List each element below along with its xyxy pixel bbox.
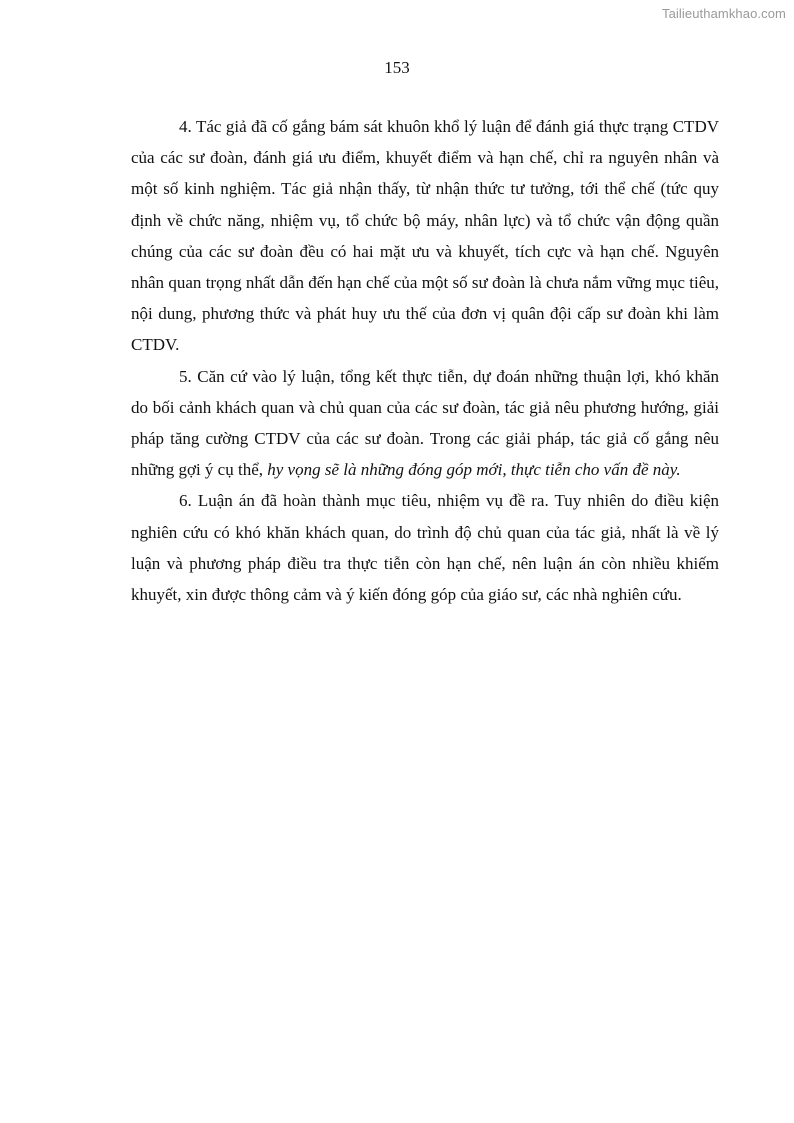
paragraph-5 bbox=[131, 361, 719, 486]
paragraph-6-text: 6. Luận án đã hoàn thành mục tiêu, nhiệm vụ đề ra. Tuy nhiên do điều kiện nghiên cứu có khó khăn khách quan, do trình độ chủ quan của tác giả, nhất là về lý luận và phương pháp điều tra thực tiễn còn hạn chế, nên luận án còn nhiều khiếm khuyết, xin được thông cảm và ý kiến đóng góp của giáo sư, các nhà nghiên cứu. bbox=[131, 491, 719, 605]
paragraph-4-text: 4. Tác giả đã cố gắng bám sát khuôn khổ lý luận để đánh giá thực trạng CTDV của các sư đoàn, đánh giá ưu điểm, khuyết điểm và hạn chế, chỉ ra nguyên nhân và một số kinh nghiệm. Tác giả nhận thấy, từ nhận thức tư tưởng, tới thể chế (tức quy định về chức năng, nhiệm vụ, tổ chức bộ máy, nhân lực) và tổ chức vận động quần chúng của các sư đoàn đều có hai mặt ưu và khuyết, tích cực và hạn chế. Nguyên nhân quan trọng nhất dẫn đến hạn chế của một số sư đoàn là chưa nắm vững mục tiêu, nội dung, phương thức và phát huy ưu thế của đơn vị quân đội cấp sư đoàn khi làm CTDV. bbox=[131, 117, 719, 355]
page-number: 153 bbox=[384, 58, 410, 77]
paragraph-4 bbox=[131, 111, 719, 361]
paragraph-6 bbox=[131, 485, 719, 610]
document-body bbox=[131, 111, 719, 610]
paragraph-5-italic-text: hy vọng sẽ là những đóng góp mới, thực tiễn cho vấn đề này. bbox=[267, 460, 681, 480]
paragraph-5-text: 5. Căn cứ vào lý luận, tổng kết thực tiễn, dự đoán những thuận lợi, khó khăn do bối cảnh khách quan và chủ quan của các sư đoàn, tác giả nêu phương hướng, giải pháp tăng cường CTDV của các sư đoàn. Trong các giải pháp, tác giả cố gắng nêu những gợi ý cụ thể, bbox=[131, 366, 719, 480]
watermark: Tailieuthamkhao.com bbox=[661, 6, 786, 21]
